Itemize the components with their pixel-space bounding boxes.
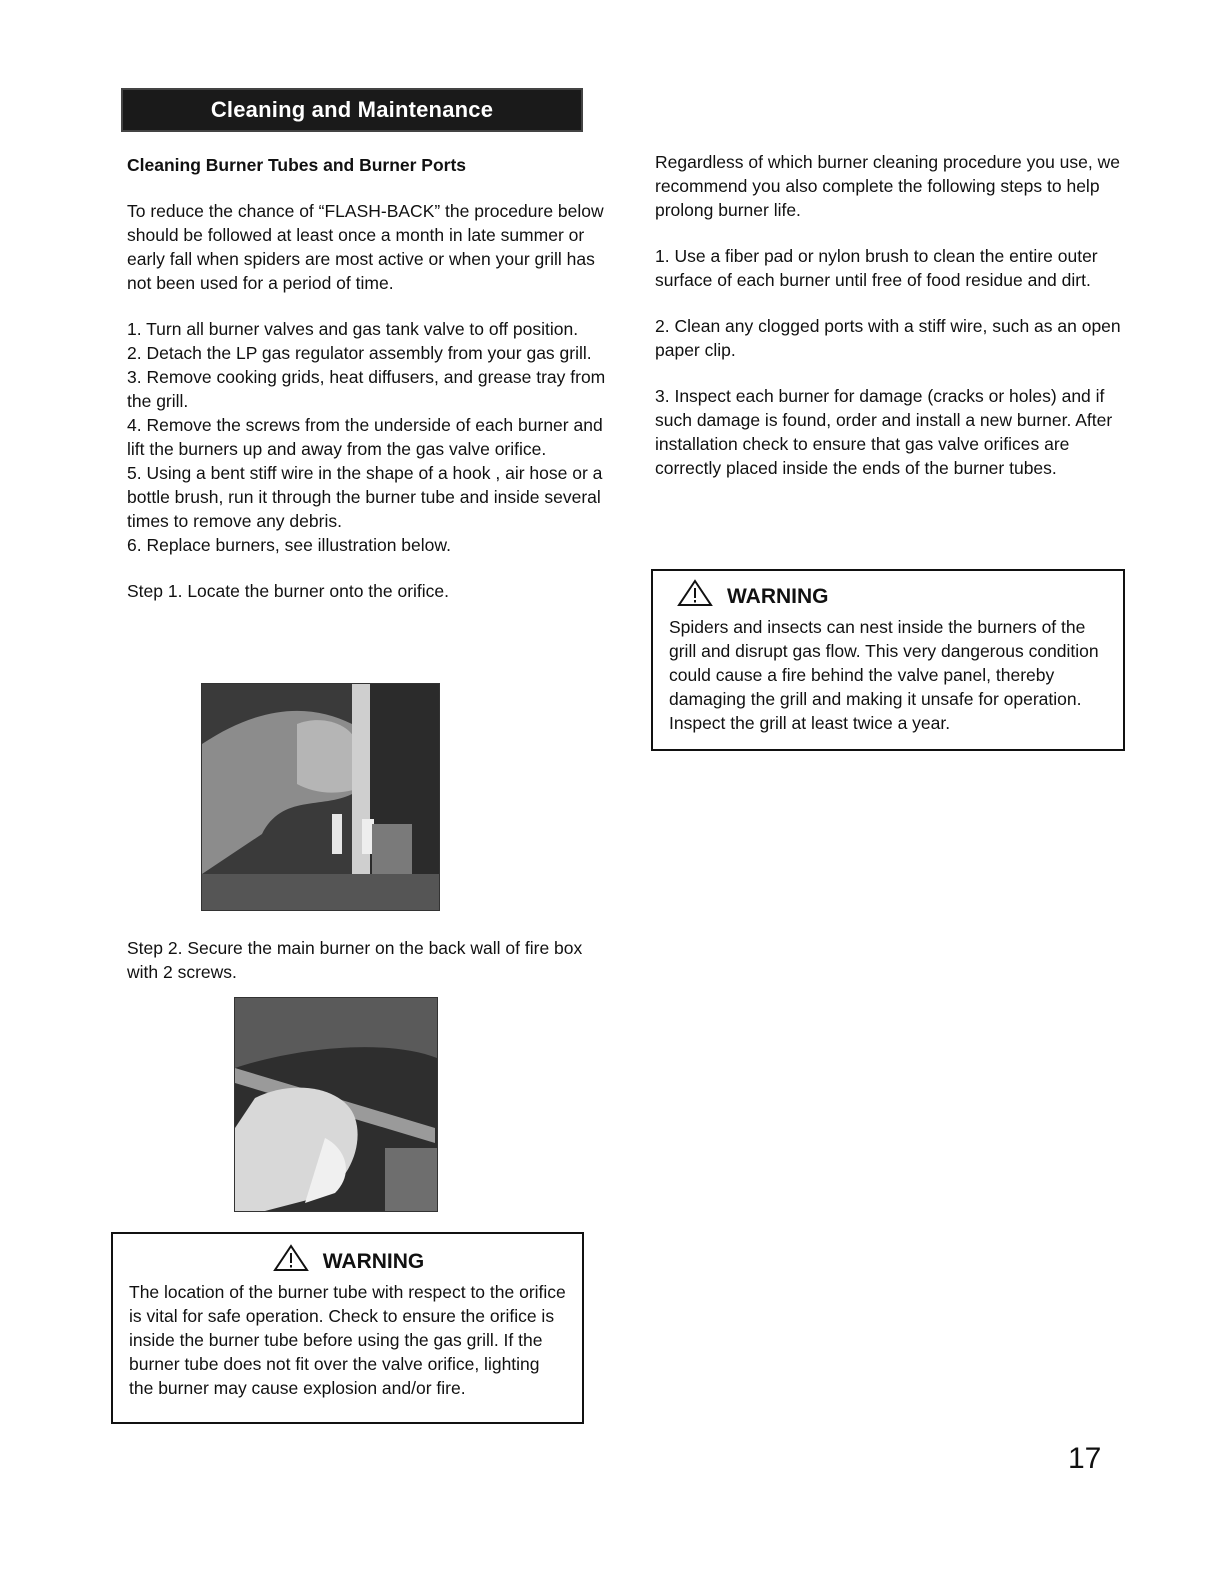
cleaning-step: 3. Remove cooking grids, heat diffusers, and grease tray from the grill. <box>127 367 606 411</box>
warning-text: Spiders and insects can nest inside the burners of the grill and disrupt gas flow. This very dangerous condition could cause a fire behind the valve panel, thereby damaging the grill and making it unsafe for operation. Inspect the grill at least twice a year. <box>669 617 1099 733</box>
warning-heading <box>669 579 1109 615</box>
spider-warning-box <box>651 569 1125 751</box>
step2-caption: Step 2. Secure the main burner on the back wall of fire box with 2 screws. <box>127 938 583 982</box>
cleaning-step: 4. Remove the screws from the underside of each burner and lift the burners up and away from the gas valve orifice. <box>127 415 603 459</box>
burner-warning-box <box>111 1232 584 1424</box>
warning-title: WARNING <box>322 1250 425 1273</box>
warning-triangle-icon <box>677 579 713 615</box>
cleaning-step: 1. Turn all burner valves and gas tank valve to off position. <box>127 319 579 339</box>
banner-title: Cleaning and Maintenance <box>210 97 494 122</box>
cleaning-step: 5. Using a bent stiff wire in the shape of a hook , air hose or a bottle brush, run it through the burner tube and inside several times to remove any debris. <box>127 463 603 531</box>
section-banner <box>121 88 583 132</box>
warning-title: WARNING <box>727 585 829 608</box>
page-number: 17 <box>1068 1442 1102 1475</box>
maintenance-step: 3. Inspect each burner for damage (cracks or holes) and if such damage is found, order and install a new burner. After installation check to ensure that gas valve orifices are correctly placed inside the ends of the burner tubes. <box>655 386 1113 478</box>
maintenance-step: 1. Use a fiber pad or nylon brush to clean the entire outer surface of each burner until free of food residue and dirt. <box>655 246 1098 290</box>
warning-triangle-icon <box>273 1244 309 1280</box>
right-intro: Regardless of which burner cleaning procedure you use, we recommend you also complete the following steps to help prolong burner life. <box>655 152 1120 220</box>
maintenance-step: 2. Clean any clogged ports with a stiff wire, such as an open paper clip. <box>655 316 1121 360</box>
step1-caption: Step 1. Locate the burner onto the orifice. <box>127 581 450 601</box>
right-column <box>655 150 1125 480</box>
cleaning-step: 6. Replace burners, see illustration below. <box>127 535 451 555</box>
warning-heading <box>129 1244 568 1280</box>
warning-text: The location of the burner tube with respect to the orifice is vital for safe operation. Check to ensure the orifice is inside the burner tube before using the gas grill. If the burner tube does not fit over the valve orifice, lighting the burner may cause explosion and/or fire. <box>129 1282 566 1398</box>
step2-photo <box>234 997 438 1212</box>
cleaning-step: 2. Detach the LP gas regulator assembly from your gas grill. <box>127 343 592 363</box>
left-intro: To reduce the chance of “FLASH-BACK” the procedure below should be followed at least once a month in late summer or early fall when spiders are most active or when your grill has not been used for a period of time. <box>127 201 604 293</box>
cleaning-steps <box>127 317 612 557</box>
step1-photo <box>201 683 440 911</box>
left-column <box>127 150 612 603</box>
section-title: Cleaning Burner Tubes and Burner Ports <box>127 155 467 175</box>
